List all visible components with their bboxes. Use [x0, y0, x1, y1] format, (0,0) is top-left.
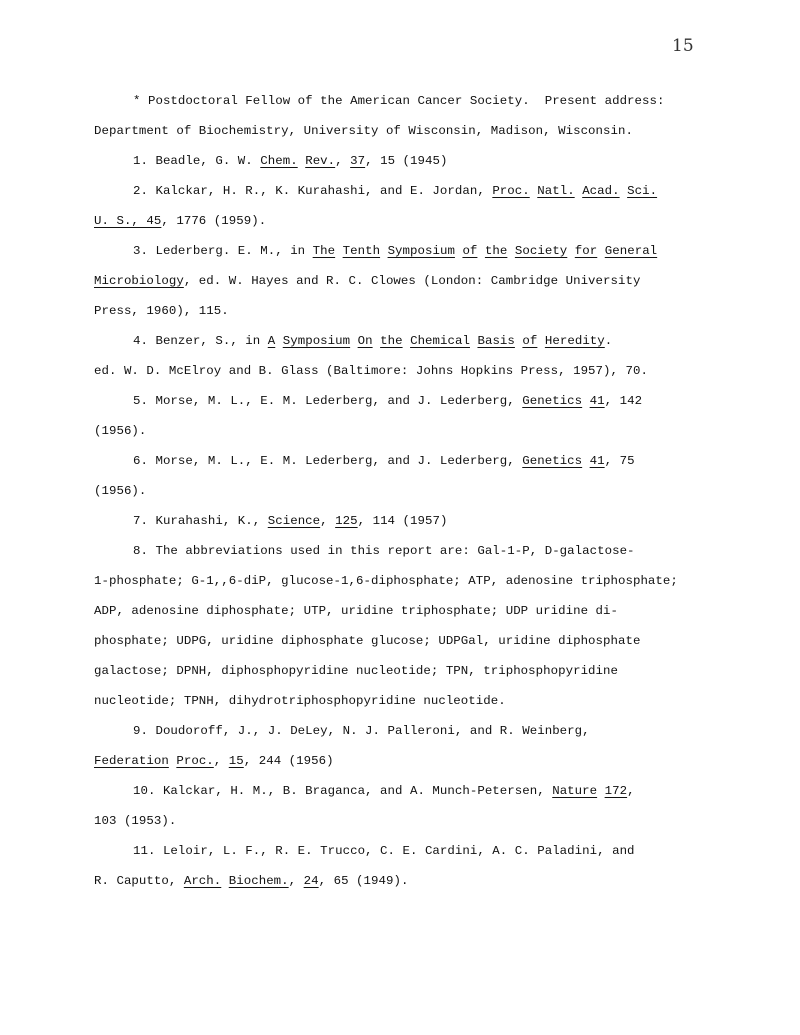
reference-line	[94, 423, 714, 453]
reference-text: , 244 (1956)	[243, 754, 334, 768]
citation-emphasis: Biochem.	[228, 874, 289, 888]
reference-text	[403, 334, 411, 348]
citation-emphasis: Chemical	[410, 334, 470, 348]
reference-line	[94, 213, 714, 243]
reference-text	[597, 244, 605, 258]
reference-line	[94, 453, 714, 483]
citation-emphasis: 41	[589, 394, 605, 408]
reference-line	[94, 813, 714, 843]
citation-emphasis: Symposium	[282, 334, 351, 348]
reference-text: Press, 1960), 115.	[94, 304, 229, 318]
reference-line	[94, 513, 714, 543]
reference-text: 103 (1953).	[94, 814, 177, 828]
citation-emphasis: General	[604, 244, 658, 258]
reference-text	[597, 784, 605, 798]
reference-text: , 114 (1957)	[357, 514, 448, 528]
citation-emphasis: 125	[335, 514, 358, 528]
citation-emphasis: Sci.	[627, 184, 658, 198]
citation-emphasis: 172	[604, 784, 628, 798]
reference-line	[94, 603, 714, 633]
reference-text: ADP, adenosine diphosphate; UTP, uridine triphosphate; UDP uridine di-	[94, 604, 618, 618]
reference-text: 9. Doudoroff, J., J. DeLey, N. J. Palleroni, and R. Weinberg,	[133, 724, 590, 738]
reference-line	[94, 633, 714, 663]
reference-line	[94, 723, 714, 753]
citation-emphasis: Tenth	[342, 244, 381, 258]
document-body	[94, 93, 714, 903]
reference-text: , 75	[604, 454, 635, 468]
citation-emphasis: the	[484, 244, 508, 258]
footnote-line: * Postdoctoral Fellow of the American Cancer Society. Present address:	[133, 94, 665, 108]
citation-emphasis: Arch.	[183, 874, 222, 888]
reference-text: 7. Kurahashi, K.,	[133, 514, 268, 528]
reference-line	[94, 843, 714, 873]
reference-text: R. Caputto,	[94, 874, 184, 888]
citation-emphasis: Chem.	[260, 154, 298, 168]
reference-text: 8. The abbreviations used in this report are: Gal-1-P, D-galactose-	[133, 544, 635, 558]
reference-line	[94, 363, 714, 393]
citation-emphasis: Natl.	[537, 184, 575, 198]
reference-text: galactose; DPNH, diphosphopyridine nucleotide; TPN, triphosphopyridine	[94, 664, 618, 678]
reference-line	[94, 303, 714, 333]
reference-text	[620, 184, 628, 198]
reference-text	[373, 334, 381, 348]
citation-emphasis: Genetics	[522, 454, 583, 468]
reference-text: (1956).	[94, 424, 147, 438]
reference-line	[94, 183, 714, 213]
reference-text: 3. Lederberg. E. M., in	[133, 244, 313, 258]
reference-text	[275, 334, 283, 348]
reference-line	[94, 153, 714, 183]
reference-text: 5. Morse, M. L., E. M. Lederberg, and J. Lederberg,	[133, 394, 523, 408]
citation-emphasis: Heredity	[544, 334, 605, 348]
reference-text: 11. Leloir, L. F., R. E. Trucco, C. E. Cardini, A. C. Paladini, and	[133, 844, 635, 858]
citation-emphasis: Science	[267, 514, 321, 528]
reference-text: .	[604, 334, 613, 348]
citation-emphasis: 15	[228, 754, 244, 768]
citation-emphasis: Federation	[94, 754, 169, 768]
reference-text: ,	[627, 784, 635, 798]
reference-line	[94, 783, 714, 813]
citation-emphasis: Proc.	[176, 754, 214, 768]
reference-text: , ed. W. Hayes and R. C. Clowes (London: Cambridge University	[183, 274, 641, 288]
citation-emphasis: Symposium	[387, 244, 455, 258]
citation-emphasis: Microbiology	[94, 274, 184, 288]
reference-line	[94, 333, 714, 363]
citation-emphasis: Proc.	[492, 184, 530, 198]
citation-emphasis: for	[574, 244, 598, 258]
reference-text: 1. Beadle, G. W.	[133, 154, 261, 168]
reference-line	[94, 393, 714, 423]
citation-emphasis: Genetics	[522, 394, 583, 408]
reference-text: , 142	[604, 394, 643, 408]
reference-line	[94, 543, 714, 573]
reference-text: phosphate; UDPG, uridine diphosphate glucose; UDPGal, uridine diphosphate	[94, 634, 641, 648]
citation-emphasis: the	[380, 334, 403, 348]
reference-text	[582, 394, 590, 408]
reference-text: 10. Kalckar, H. M., B. Braganca, and A. Munch-Petersen,	[133, 784, 553, 798]
citation-emphasis: of	[462, 244, 478, 258]
reference-text	[477, 244, 485, 258]
page-number: 15	[672, 36, 694, 56]
reference-text	[507, 244, 515, 258]
reference-text: ,	[335, 154, 351, 168]
citation-emphasis: Acad.	[582, 184, 620, 198]
citation-emphasis: A	[267, 334, 276, 348]
reference-text: , 65 (1949).	[318, 874, 409, 888]
reference-text	[567, 244, 575, 258]
reference-text: 1-phosphate; G-1,,6-diP, glucose-1,6-diphosphate; ATP, adenosine triphosphate;	[94, 574, 678, 588]
reference-text: , 15 (1945)	[365, 154, 448, 168]
citation-emphasis: 41	[589, 454, 605, 468]
reference-text: (1956).	[94, 484, 147, 498]
reference-line	[94, 753, 714, 783]
reference-text	[582, 454, 590, 468]
reference-line	[94, 483, 714, 513]
reference-line	[94, 273, 714, 303]
reference-text	[537, 334, 545, 348]
reference-line	[94, 243, 714, 273]
reference-text: , 1776 (1959).	[161, 214, 267, 228]
reference-text	[380, 244, 388, 258]
citation-emphasis: Basis	[477, 334, 515, 348]
citation-emphasis: Rev.	[305, 154, 336, 168]
reference-text	[350, 334, 358, 348]
citation-emphasis: 37	[350, 154, 366, 168]
reference-line	[94, 693, 714, 723]
reference-line	[94, 573, 714, 603]
citation-emphasis: U. S., 45	[94, 214, 162, 228]
reference-text	[335, 244, 343, 258]
citation-emphasis: 24	[303, 874, 319, 888]
reference-text: 6. Morse, M. L., E. M. Lederberg, and J. Lederberg,	[133, 454, 523, 468]
reference-text: ,	[213, 754, 229, 768]
citation-emphasis: The	[312, 244, 336, 258]
reference-text: 4. Benzer, S., in	[133, 334, 268, 348]
reference-text	[221, 874, 229, 888]
reference-line	[94, 663, 714, 693]
reference-text: 2. Kalckar, H. R., K. Kurahashi, and E. Jordan,	[133, 184, 493, 198]
citation-emphasis: Society	[514, 244, 568, 258]
citation-emphasis: On	[357, 334, 373, 348]
footnote-line: Department of Biochemistry, University of Wisconsin, Madison, Wisconsin.	[94, 124, 633, 138]
reference-text: nucleotide; TPNH, dihydrotriphosphopyridine nucleotide.	[94, 694, 506, 708]
reference-text: ed. W. D. McElroy and B. Glass (Baltimore: Johns Hopkins Press, 1957), 70.	[94, 364, 648, 378]
citation-emphasis: of	[522, 334, 538, 348]
citation-emphasis: Nature	[552, 784, 598, 798]
reference-text: ,	[320, 514, 336, 528]
reference-text: ,	[288, 874, 304, 888]
reference-line	[94, 873, 714, 903]
